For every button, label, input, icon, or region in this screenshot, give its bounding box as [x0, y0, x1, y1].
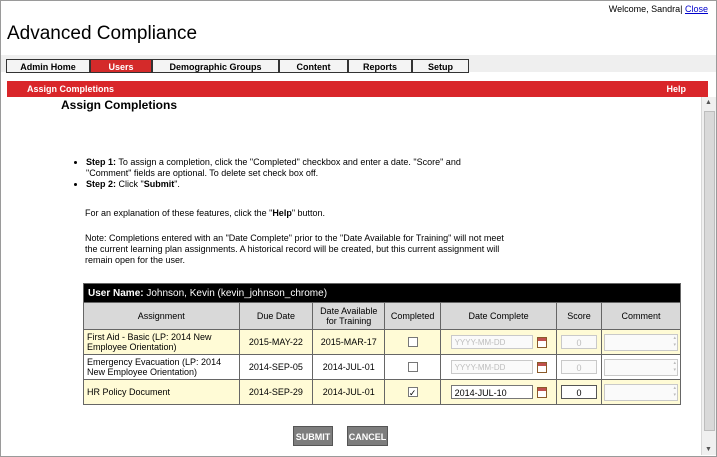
tab-admin-home[interactable]: Admin Home	[6, 59, 90, 73]
scroll-up-arrow-icon[interactable]: ▲	[705, 99, 712, 106]
completed-cell	[385, 330, 441, 355]
date-complete-input[interactable]: YYYY-MM-DD	[451, 335, 533, 349]
score-input[interactable]: 0	[561, 385, 597, 399]
date-complete-input[interactable]: 2014-JUL-10	[451, 385, 533, 399]
calendar-icon[interactable]	[537, 387, 547, 398]
step-2	[86, 179, 506, 190]
calendar-icon[interactable]	[537, 337, 547, 348]
help-explanation	[85, 208, 525, 219]
welcome-bar	[609, 4, 708, 14]
note-text: Note: Completions entered with an "Date Complete" prior to the "Date Available for Training" will not meet the current learning plan assignments. A historical record will be created, but this current assignment will remain open for the user.	[85, 233, 504, 265]
user-name-value: Johnson, Kevin (kevin_johnson_chrome)	[143, 287, 328, 299]
col-score: Score	[557, 303, 602, 330]
comment-input[interactable]	[604, 384, 678, 401]
completed-cell	[385, 380, 441, 405]
tab-reports[interactable]: Reports	[348, 59, 412, 73]
col-date-available: Date Available for Training	[313, 303, 385, 330]
date-complete-cell	[441, 380, 557, 405]
score-cell	[557, 330, 602, 355]
submit-button[interactable]: SUBMIT	[293, 426, 333, 446]
step-1	[86, 157, 506, 179]
date-available-cell: 2015-MAR-17	[313, 330, 385, 355]
completed-checkbox[interactable]	[408, 337, 418, 347]
help-link[interactable]: Help	[666, 84, 686, 94]
table-row	[84, 330, 681, 355]
tab-users[interactable]: Users	[90, 59, 152, 73]
calendar-icon[interactable]	[537, 362, 547, 373]
instruction-steps	[71, 157, 506, 190]
step-2-label: Step 2:	[86, 179, 117, 189]
help-text: For an explanation of these features, click the "	[85, 208, 273, 218]
banner-title: Assign Completions	[27, 84, 115, 94]
assignment-cell: HR Policy Document	[84, 380, 240, 405]
completed-checkbox[interactable]	[408, 362, 418, 372]
table-row	[84, 355, 681, 380]
completions-table	[83, 283, 681, 405]
comment-cell	[601, 355, 680, 380]
col-completed: Completed	[385, 303, 441, 330]
vertical-scrollbar[interactable]	[701, 97, 716, 455]
col-due-date: Due Date	[239, 303, 313, 330]
col-assignment: Assignment	[84, 303, 240, 330]
tab-demographic-groups[interactable]: Demographic Groups	[152, 59, 279, 73]
date-available-cell: 2014-JUL-01	[313, 380, 385, 405]
step-1-label: Step 1:	[86, 157, 117, 167]
col-comment: Comment	[601, 303, 680, 330]
close-link[interactable]: Close	[684, 4, 708, 14]
score-input[interactable]: 0	[561, 360, 597, 374]
comment-input[interactable]	[604, 334, 678, 351]
help-bold: Help	[272, 208, 292, 218]
step-2-text: Click "	[116, 179, 144, 189]
tab-content[interactable]: Content	[279, 59, 348, 73]
cancel-button[interactable]: CANCEL	[347, 426, 388, 446]
date-available-cell: 2014-JUL-01	[313, 355, 385, 380]
due-date-cell: 2015-MAY-22	[239, 330, 313, 355]
assignment-cell: Emergency Evacuation (LP: 2014 New Employee Orientation)	[84, 355, 240, 380]
score-input[interactable]: 0	[561, 335, 597, 349]
step-2-end: ".	[174, 179, 180, 189]
scrollbar-thumb[interactable]	[704, 111, 715, 431]
completed-cell	[385, 355, 441, 380]
col-date-complete: Date Complete	[441, 303, 557, 330]
table-row	[84, 380, 681, 405]
completed-checkbox[interactable]: ✓	[408, 388, 417, 399]
page-title: Assign Completions	[61, 98, 178, 112]
date-complete-input[interactable]: YYYY-MM-DD	[451, 360, 533, 374]
date-complete-cell	[441, 330, 557, 355]
date-complete-cell	[441, 355, 557, 380]
user-name-label: User Name:	[88, 287, 144, 299]
comment-input[interactable]	[604, 359, 678, 376]
step-2-submit: Submit	[143, 179, 175, 189]
due-date-cell: 2014-SEP-29	[239, 380, 313, 405]
score-cell	[557, 355, 602, 380]
app-title: Advanced Compliance	[7, 23, 198, 44]
section-banner	[7, 81, 708, 97]
comment-cell	[601, 330, 680, 355]
comment-cell	[601, 380, 680, 405]
score-cell	[557, 380, 602, 405]
help-end: " button.	[291, 208, 326, 218]
due-date-cell: 2014-SEP-05	[239, 355, 313, 380]
assignment-cell: First Aid - Basic (LP: 2014 New Employee Orientation)	[84, 330, 240, 355]
user-name-row	[84, 284, 681, 303]
tab-setup[interactable]: Setup	[412, 59, 469, 73]
scroll-down-arrow-icon[interactable]: ▼	[705, 446, 712, 453]
step-1-text: To assign a completion, click the "Completed" checkbox and enter a date. "Score" and "Comment" fields are optional. To delete set check box off.	[86, 157, 461, 178]
welcome-text: Welcome, Sandra|	[608, 4, 683, 14]
